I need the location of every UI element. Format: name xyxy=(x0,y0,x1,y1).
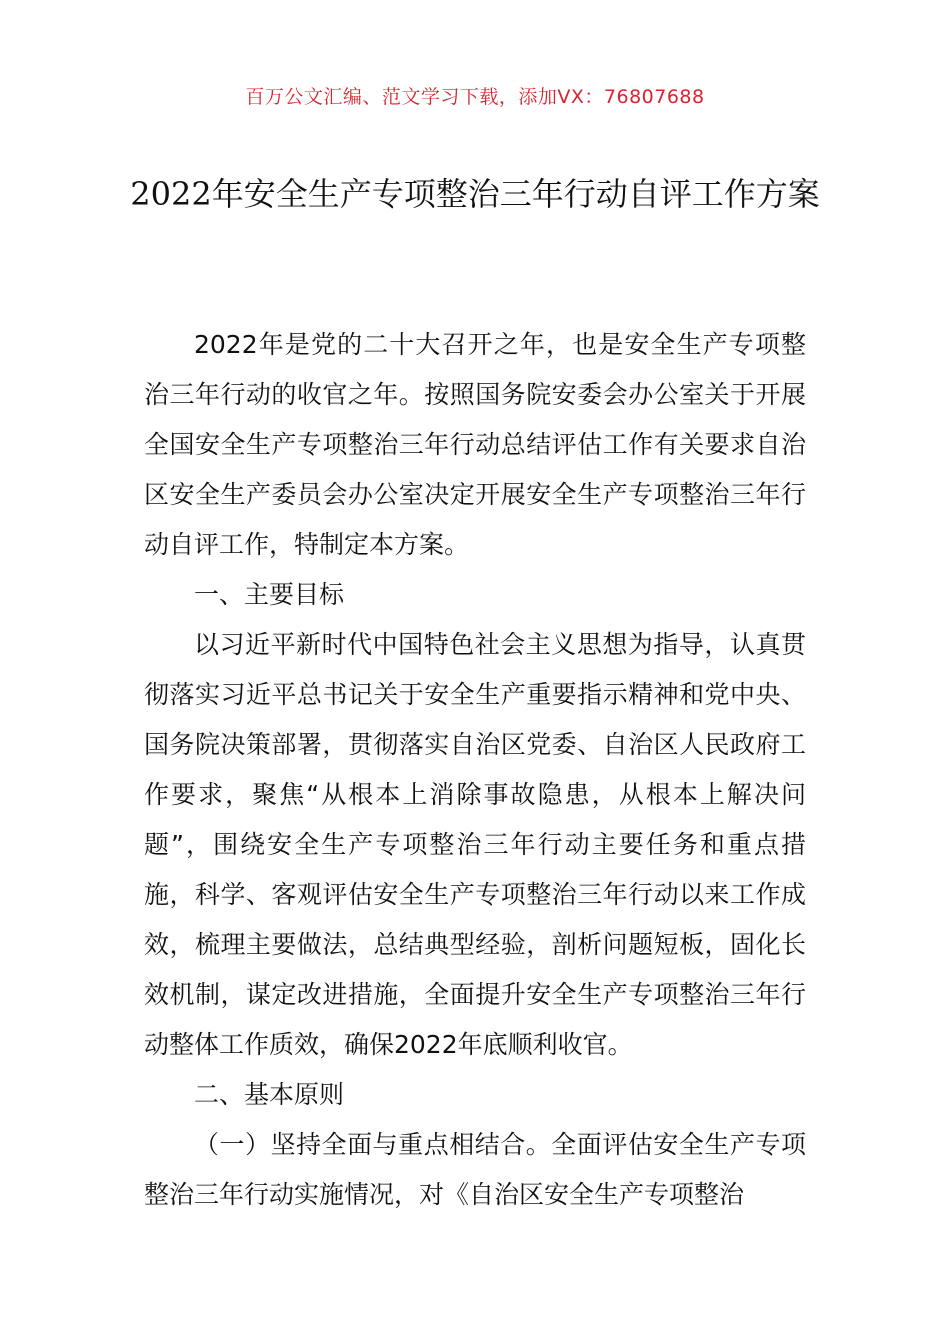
document-title: 2022年安全生产专项整治三年行动自评工作方案 xyxy=(130,175,820,213)
document-body xyxy=(144,320,806,1220)
section-heading-principles: 二、基本原则 xyxy=(194,1080,345,1109)
goals-paragraph: 以习近平新时代中国特色社会主义思想为指导，认真贯彻落实习近平总书记关于安全生产重要指示精神和党中央、国务院决策部署，贯彻落实自治区党委、自治区人民政府工作要求，聚焦“从根本上消除事故隐患，从根本上解决问题”，围绕安全生产专项整治三年行动主要任务和重点措施，科学、客观评估安全生产专项整治三年行动以来工作成效，梳理主要做法，总结典型经验，剖析问题短板，固化长效机制，谋定改进措施，全面提升安全生产专项整治三年行动整体工作质效，确保2022年底顺利收官。 xyxy=(144,630,806,1059)
download-banner: 百万公文汇编、范文学习下载，添加VX：76807688 xyxy=(245,86,705,108)
section-heading-goals: 一、主要目标 xyxy=(194,580,345,609)
intro-paragraph: 2022年是党的二十大召开之年，也是安全生产专项整治三年行动的收官之年。按照国务院安委会办公室关于开展全国安全生产专项整治三年行动总结评估工作有关要求自治区安全生产委员会办公室决定开展安全生产专项整治三年行动自评工作，特制定本方案。 xyxy=(144,330,806,559)
principle-paragraph-1: （一）坚持全面与重点相结合。全面评估安全生产专项整治三年行动实施情况，对《自治区安全生产专项整治 xyxy=(144,1130,806,1209)
